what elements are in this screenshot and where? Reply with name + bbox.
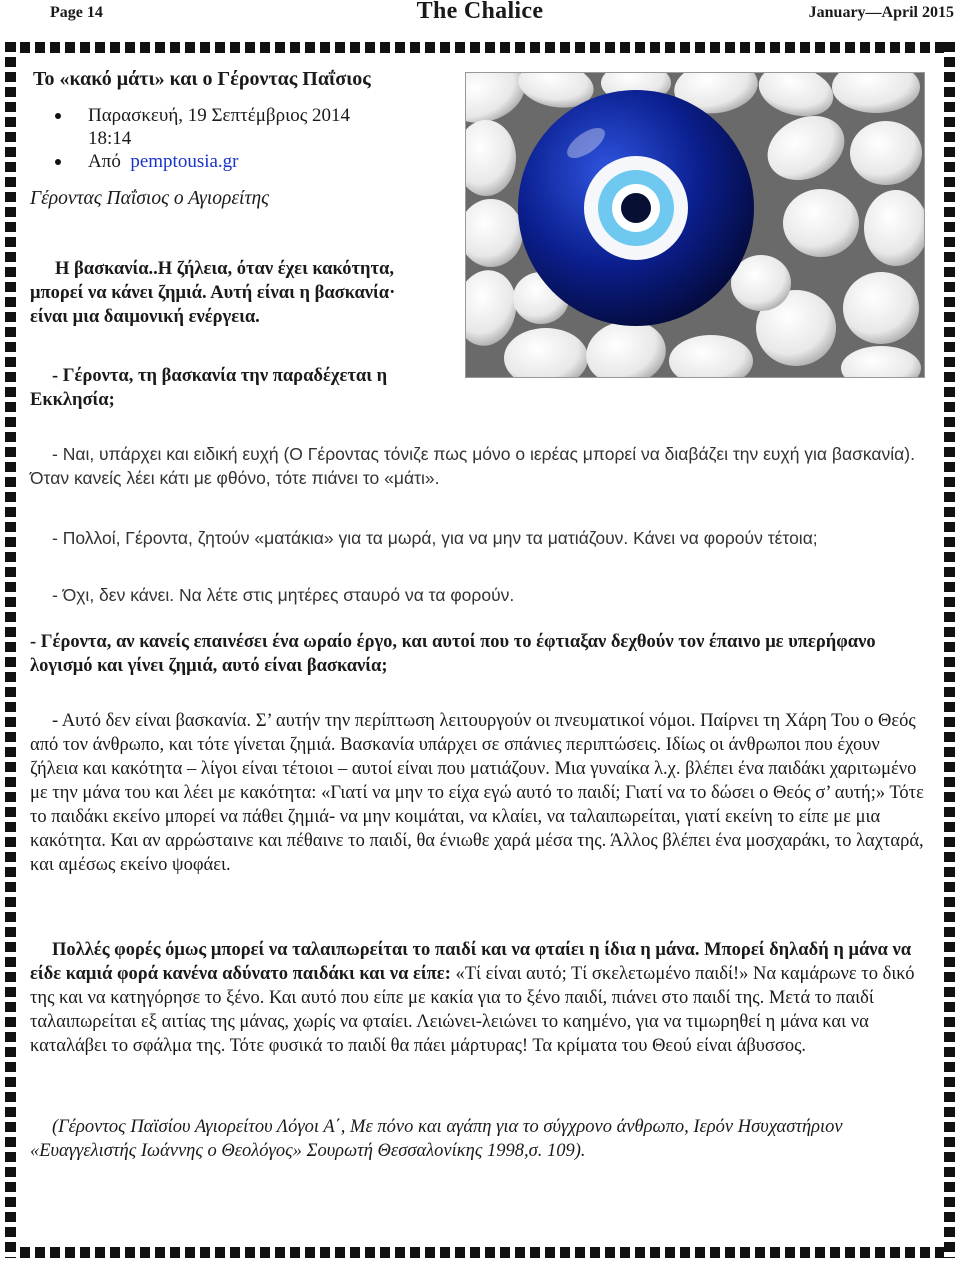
source-link[interactable]: pemptousia.gr: [130, 151, 239, 172]
article-subtitle: Γέροντας Παΐσιος ο Αγιορείτης: [30, 188, 270, 209]
meta-date-text: Παρασκευή, 19 Σεπτέμβριος 2014: [88, 105, 350, 126]
answer-1: - Ναι, υπάρχει και ειδική ευχή (Ο Γέροντας τόνιζε πως μόνο ο ιερέας μπορεί να διαβάζει την ευχή για βασκανία). Όταν κανείς λέει κάτι με φθόνο, τότε πιάνει το «μάτι».: [30, 444, 915, 488]
intro-line-1: Η βασκανία..Η ζήλεια, όταν έχει κακότητα,: [55, 259, 394, 279]
meta-time-text: 18:14: [88, 128, 132, 149]
citation: (Γέροντος Παϊσίου Αγιορείτου Λόγοι Α΄, Με πόνο και αγάπη για το σύγχρονο άνθρωπο, Ιερόν Ησυχαστήριον «Ευαγγελιστής Ιωάννης ο Θεολόγος» Σουρωτή Θεσσαλονίκης 1998,σ. 109).: [30, 1117, 843, 1161]
page-number: Page 14: [50, 4, 103, 21]
border-bottom: [5, 1247, 955, 1258]
border-right: [944, 42, 955, 1258]
evil-eye-photo: [465, 72, 925, 378]
answer-2: - Όχι, δεν κάνει. Να λέτε στις μητέρες σταυρό να τα φορούν.: [52, 585, 515, 605]
page-header: [0, 0, 960, 28]
intro-line-2: μπορεί να κάνει ζημιά. Αυτή είναι η βασκανία·: [30, 283, 396, 303]
meta-source: [88, 150, 350, 173]
question-1: - Γέροντα, τη βασκανία την παραδέχεται η Εκκλησία;: [30, 366, 388, 410]
answer-3: - Αυτό δεν είναι βασκανία. Σ’ αυτήν την περίπτωση λειτουργούν οι πνευματικοί νόμοι. Παίρνει τη Χάρη Του ο Θεός από τον άνθρωπο, και τότε γίνεται ζημιά. Βασκανία υπάρχει σε σπάνιες περιπτώσεις. Ιδίως οι άνθρωποι που έχουν ζήλεια και κακότητα – λίγοι είναι τέτοιοι – αυτοί είναι που ματιάζουν. Μια γυναίκα λ.χ. βλέπει ένα παιδάκι χαριτωμένο με την μάνα του και λέει με κακότητα: «Γιατί να μην το είχα εγώ αυτό το παιδί; Γιατί να το δώσει ο Θεός σ’ αυτή;» Τότε το παιδάκι εκείνο μπορεί να πάθει ζημιά- να μην κοιμάται, να κλαίει, να ταλαιπωρείται, γιατί εκείνη το είπε με μια κακότητα. Και αν αρρώσταινε και πέθαινε το παιδί, θα ένιωθε χαρά μέσα της. Άλλος βλέπει ένα μοσχαράκι, το λαχταρά, και αμέσως εκείνο ψοφάει.: [30, 711, 924, 875]
paragraph-mother-bold: Πολλές φορές όμως μπορεί να ταλαιπωρείται το παιδί και να φταίει η ίδια η μάνα. Μπορεί δηλαδή η μάνα να είδε καμιά φορά κανένα αδύνατο παιδάκι και να είπε:: [30, 940, 912, 984]
article-title: Το «κακό μάτι» και ο Γέροντας Παΐσιος: [33, 68, 371, 90]
border-left: [5, 42, 16, 1258]
newsletter-title: The Chalice: [416, 0, 544, 24]
meta-date: [88, 104, 350, 150]
question-3: - Γέροντα, αν κανείς επαινέσει ένα ωραίο έργο, και αυτοί που το έφτιαξαν δεχθούν τον έπαινο με υπερήφανο λογισμό και γίνει ζημιά, αυτό είναι βασκανία;: [30, 632, 876, 676]
meta-source-prefix: Από: [88, 151, 121, 172]
evil-eye-bead: [518, 90, 754, 326]
border-top: [5, 42, 955, 53]
paragraph-mother-rest: «Τί είναι αυτό; Τί σκελετωμένο παιδί!» Να καμάρωνε το δικό της και να κατηγόρησε το ξένο. Και αυτό που είπε με κακία για το ξένο παιδί, πιάνει στο παιδί της. Μετά το παιδί ταλαιπωρείται εξ αιτίας της μάνας, χωρίς να φταίει. Λειώνει-λειώνει το καημένο, για να τιμωρηθεί η μάνα και να καταλάβει το σφάλμα της. Τότε φυσικά το παιδί θα πάει μάρτυρας! Τα κρίματα του Θεού είναι άβυσσος.: [30, 964, 915, 1056]
article-meta-list: [88, 104, 350, 173]
paragraph-mother: [30, 938, 930, 1058]
question-2: - Πολλοί, Γέροντα, ζητούν «ματάκια» για τα μωρά, για να μην τα ματιάζουν. Κάνει να φορούν τέτοια;: [52, 528, 818, 548]
issue-date: January—April 2015: [808, 4, 954, 21]
paragraph-intro: [30, 257, 475, 329]
evil-eye-image: [466, 73, 924, 377]
intro-line-3: είναι μια δαιμονική ενέργεια.: [30, 307, 260, 327]
